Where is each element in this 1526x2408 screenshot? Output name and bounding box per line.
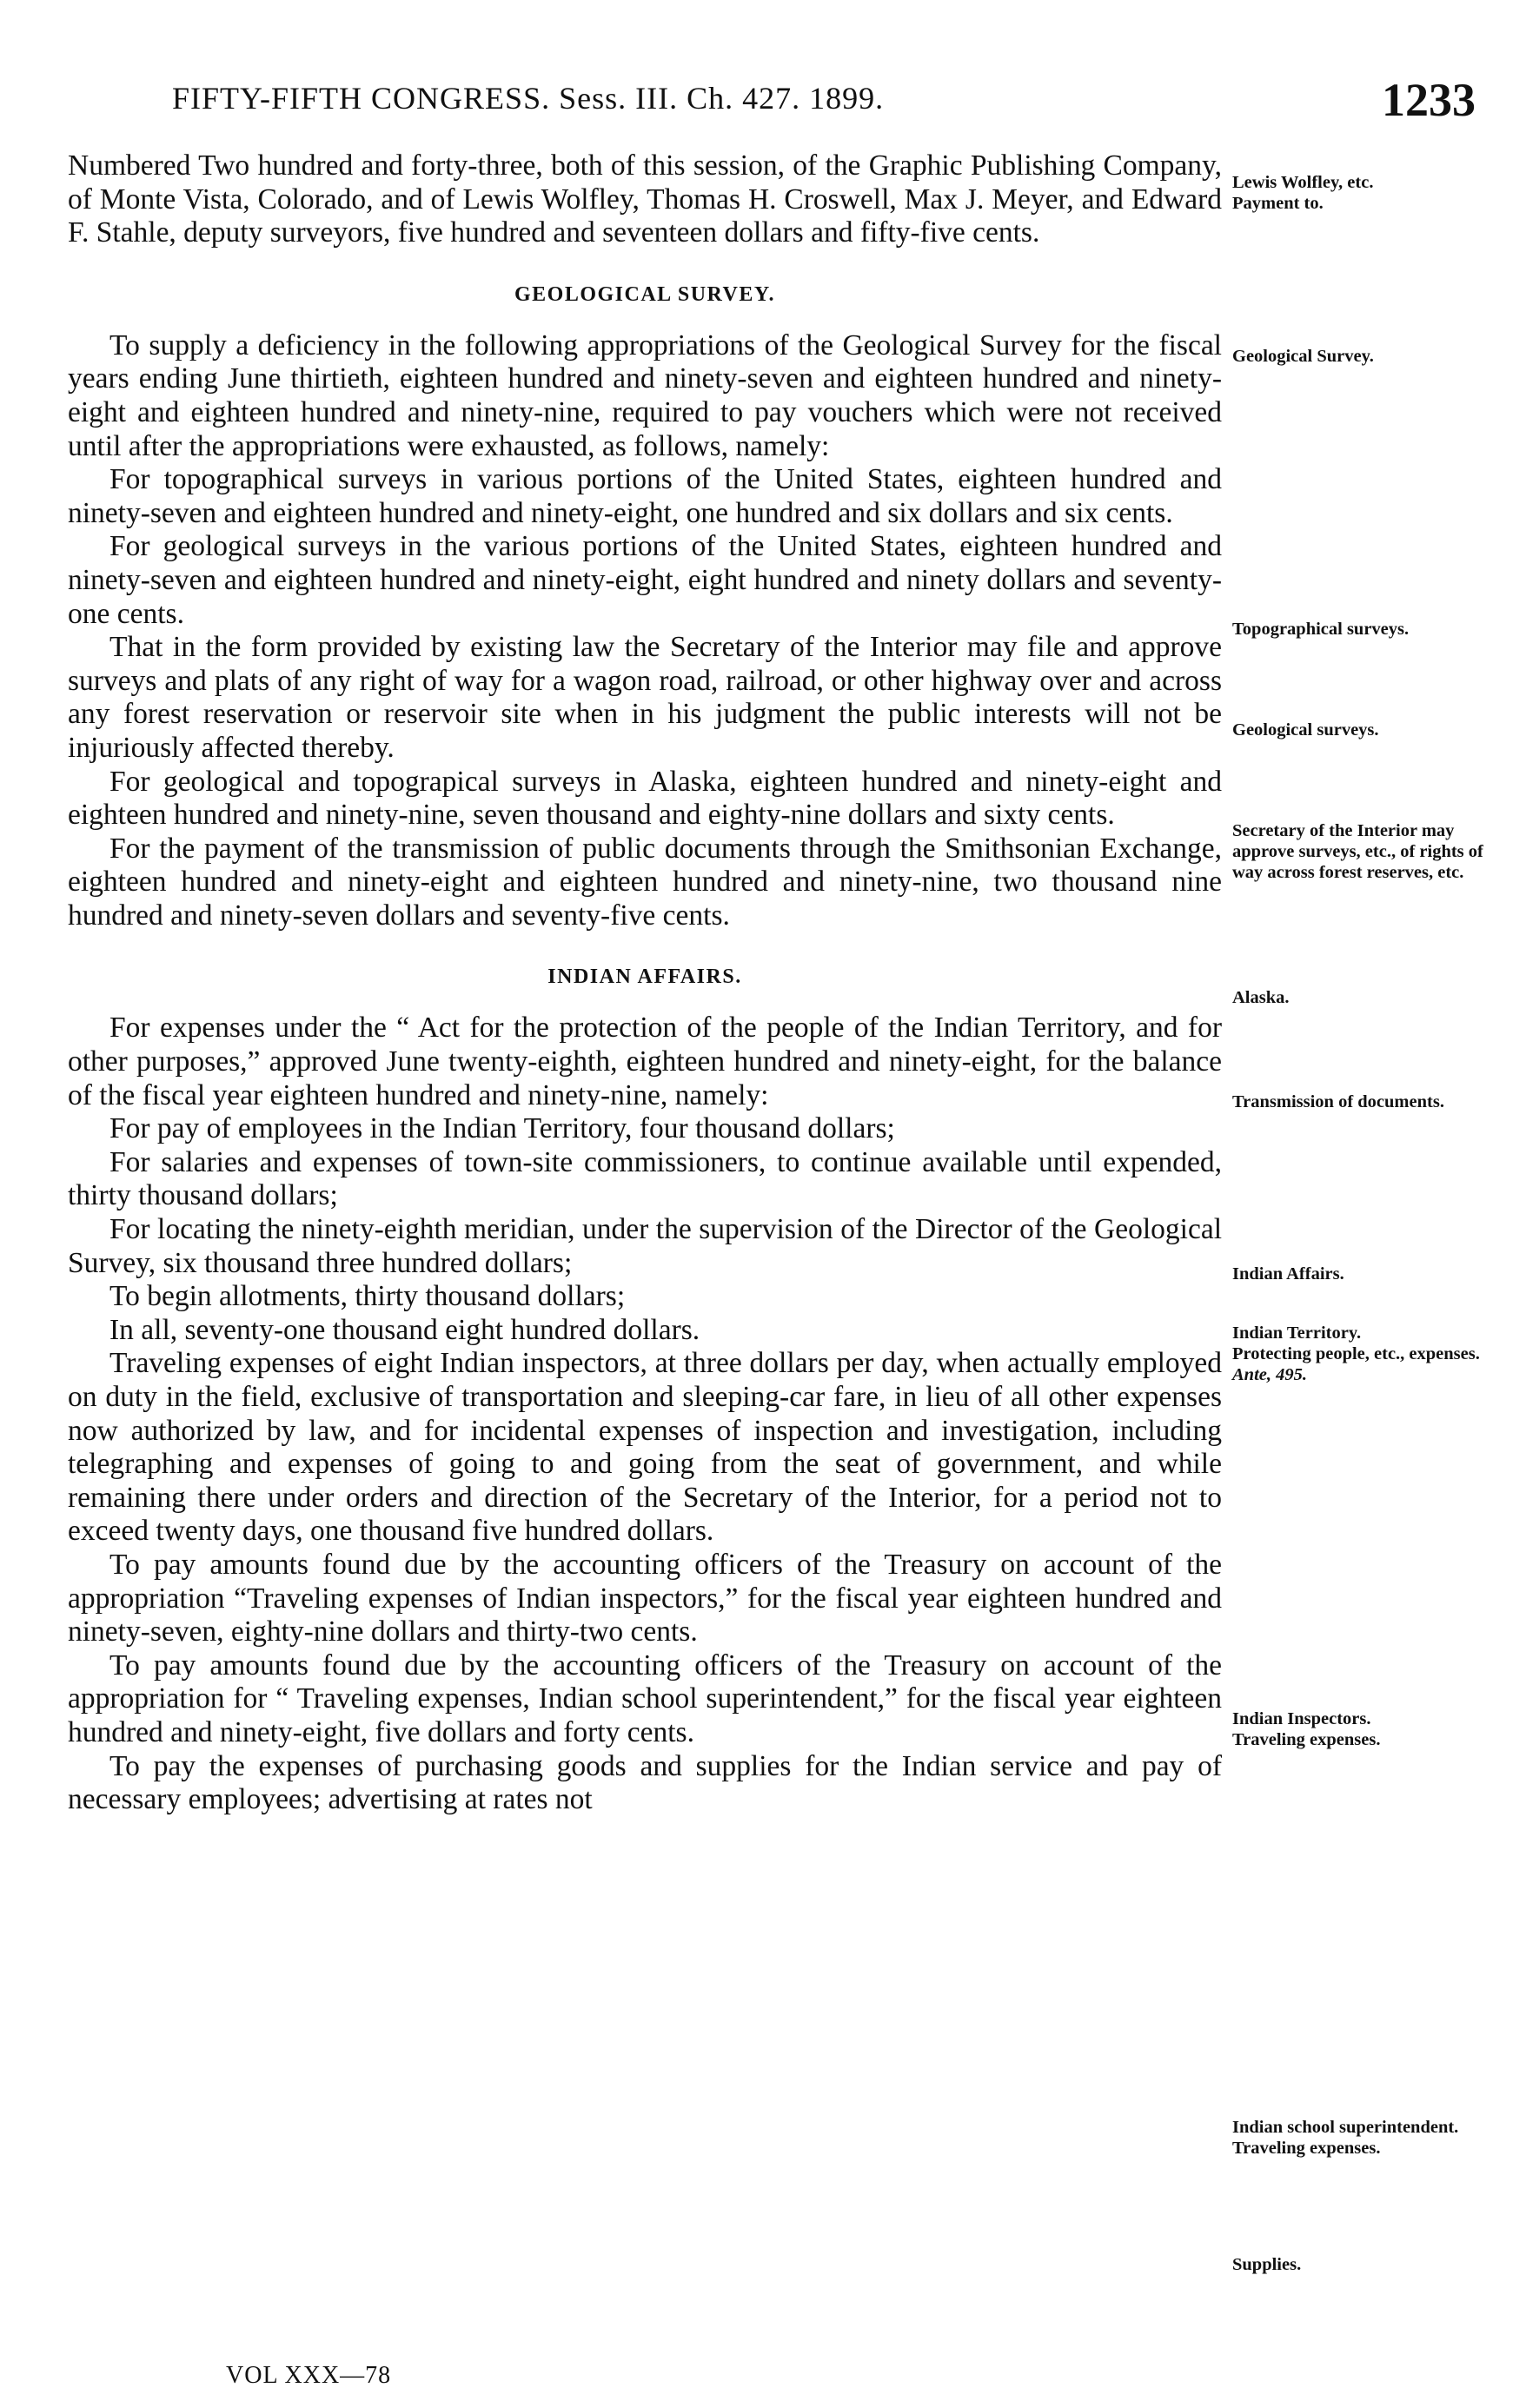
sidenote: Geological surveys. <box>1232 720 1379 740</box>
section-title-indian-affairs: INDIAN AFFAIRS. <box>547 965 742 989</box>
paragraph: To pay amounts found due by the accounting officers of the Treasury on account of the appropriation for “ Traveling expenses, Indian school superintendent,” for the fiscal year eighteen hundred and ninety-eight, five dollars and forty cents. <box>68 1648 1222 1748</box>
paragraph: For pay of employees in the Indian Territory, four thousand dollars; <box>109 1112 895 1145</box>
sidenote <box>1232 1708 1484 1750</box>
page-header <box>0 73 1526 134</box>
paragraph: For salaries and expenses of town-site commissioners, to continue available until expended, thirty thousand dollars; <box>68 1145 1222 1212</box>
paragraph: Traveling expenses of eight Indian inspectors, at three dollars per day, when actually employed on duty in the field, exclusive of transportation and sleeping-car fare, in lieu of all other expenses now authorized by law, and for incidental expenses of inspection and investigation, including telegraphing and expenses of going to and going from the seat of government, and while remaining there under orders and direction of the Secretary of the Interior, for a period not to exceed twenty days, one thousand five hundred dollars. <box>68 1347 1222 1548</box>
sidenote-line: Indian Inspectors. <box>1232 1709 1371 1728</box>
paragraph: To supply a deficiency in the following appropriations of the Geological Survey for the fiscal years ending June thirtieth, eighteen hundred and ninety-seven and eighteen hundred and ninety-eight and eighteen hundred and ninety-nine, required to pay vouchers which were not received until after the appropriations were exhausted, as follows, namely: <box>68 328 1222 462</box>
paragraph: For geological surveys in the various portions of the United States, eighteen hundred and ninety-seven and eighteen hundred and ninety-eight, eight hundred and ninety dollars and seventy-one cents. <box>68 530 1222 630</box>
page-number: 1233 <box>1382 74 1476 126</box>
sidenote <box>1232 172 1484 214</box>
sidenote: Topographical surveys. <box>1232 620 1410 639</box>
paragraph: For geological and topograpical surveys in Alaska, eighteen hundred and ninety-eight and eighteen hundred and ninety-nine, seven thousand and eighty-nine dollars and sixty cents. <box>68 765 1222 832</box>
sidenote-line: Traveling expenses. <box>1232 1730 1381 1749</box>
sidenote-line: Indian school superintendent. <box>1232 2118 1459 2137</box>
sidenote-line: Payment to. <box>1232 194 1324 213</box>
sidenote: Transmission of documents. <box>1232 1092 1444 1111</box>
paragraph: In all, seventy-one thousand eight hundred dollars. <box>109 1313 700 1346</box>
sidenote <box>1232 1323 1484 1385</box>
sidenote: Indian Affairs. <box>1232 1264 1344 1284</box>
section-title-geological-survey: GEOLOGICAL SURVEY. <box>514 282 775 306</box>
paragraph: To pay the expenses of purchasing goods and supplies for the Indian service and pay of necessary employees; advertising at rates not <box>68 1749 1222 1816</box>
running-head: FIFTY-FIFTH CONGRESS. Sess. III. Ch. 427. 1899. <box>172 81 885 116</box>
sidenote: Secretary of the Interior may approve surveys, etc., of rights of way across forest reserves, etc. <box>1232 821 1483 882</box>
main-text <box>68 149 1222 1817</box>
sidenote-line: Ante, 495. <box>1232 1365 1307 1384</box>
paragraph: For the payment of the transmission of public documents through the Smithsonian Exchange, eighteen hundred and ninety-eight and eighteen hundred and ninety-nine, two thousand nine hundred and ninety-seven dollars and seventy-five cents. <box>68 832 1222 932</box>
paragraph: To pay amounts found due by the accounting officers of the Treasury on account of the appropriation “Traveling expenses of Indian inspectors,” for the fiscal year eighteen hundred and ninety-seven, eighty-nine dollars and thirty-two cents. <box>68 1548 1222 1648</box>
paragraph: For expenses under the “ Act for the protection of the people of the Indian Territory, and for other purposes,” approved June twenty-eighth, eighteen hundred and ninety-eight, for the balance of the fiscal year eighteen hundred and ninety-nine, namely: <box>68 1012 1222 1111</box>
paragraph: That in the form provided by existing law the Secretary of the Interior may file and approve surveys and plats of any right of way for a wagon road, railroad, or other highway over and across any forest reservation or reservoir site when in his judgment the public interests will not be injuriously affected thereby. <box>68 631 1222 764</box>
sidenote: Geological Survey. <box>1232 347 1374 366</box>
sidenote-line: Indian Territory. <box>1232 1323 1362 1343</box>
sidenote-line: Traveling expenses. <box>1232 2139 1381 2158</box>
sidenote: Alaska. <box>1232 988 1290 1007</box>
paragraph: To begin allotments, thirty thousand dollars; <box>109 1280 626 1313</box>
paragraph: For topographical surveys in various portions of the United States, eighteen hundred and ninety-seven and eighteen hundred and ninety-eight, one hundred and six dollars and six cents. <box>68 463 1222 529</box>
paragraph: Numbered Two hundred and forty-three, both of this session, of the Graphic Publishing Company, of Monte Vista, Colorado, and of Lewis Wolfley, Thomas H. Croswell, Max J. Meyer, and Edward F. Stahle, deputy surveyors, five hundred and seventeen dollars and fifty-five cents. <box>68 149 1222 249</box>
sidenote-line: Protecting people, etc., expenses. <box>1232 1344 1480 1363</box>
sidenote-line: Lewis Wolfley, etc. <box>1232 173 1374 192</box>
sidenote: Supplies. <box>1232 2255 1302 2274</box>
signature-mark: VOL XXX—78 <box>226 2362 392 2389</box>
sidenote <box>1232 2117 1484 2159</box>
paragraph: For locating the ninety-eighth meridian, under the supervision of the Director of the Geological Survey, six thousand three hundred dollars; <box>68 1213 1222 1279</box>
